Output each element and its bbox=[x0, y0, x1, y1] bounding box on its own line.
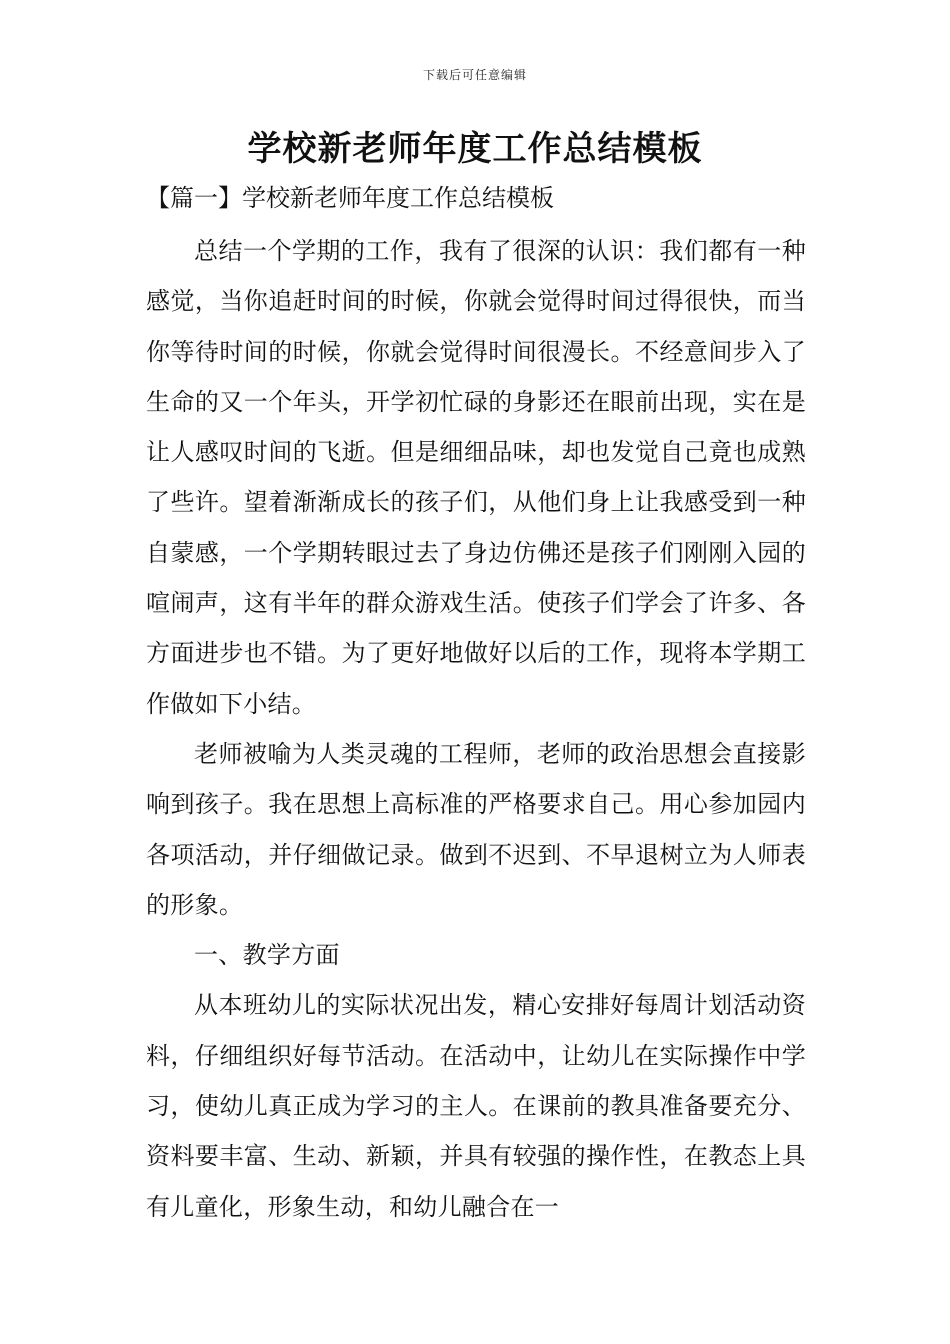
paragraph-teacher-role: 老师被喻为人类灵魂的工程师，老师的政治思想会直接影响到孩子。我在思想上高标准的严格要求自己。用心参加园内各项活动，并仔细做记录。做到不迟到、不早退树立为人师表的形象。 bbox=[146, 739, 806, 919]
section-heading: 【篇一】学校新老师年度工作总结模板 bbox=[146, 184, 554, 212]
document-body bbox=[146, 226, 806, 1232]
header-note: 下载后可任意编辑 bbox=[422, 68, 527, 82]
document-title: 学校新老师年度工作总结模板 bbox=[247, 129, 703, 169]
subheading-teaching: 一、教学方面 bbox=[194, 941, 340, 970]
paragraph-intro: 总结一个学期的工作，我有了很深的认识：我们都有一种感觉，当你追赶时间的时候，你就会觉得时间过得很快，而当你等待时间的时候，你就会觉得时间很漫长。不经意间步入了生命的又一个年头，开学初忙碌的身影还在眼前出现，实在是让人感叹时间的飞逝。但是细细品味，却也发觉自己竟也成熟了些许。望着渐渐成长的孩子们，从他们身上让我感受到一种自蒙感，一个学期转眼过去了身边仿佛还是孩子们刚刚入园的喧闹声，这有半年的群众游戏生活。使孩子们学会了许多、各方面进步也不错。为了更好地做好以后的工作，现将本学期工作做如下小结。 bbox=[146, 237, 806, 718]
paragraph-teaching: 从本班幼儿的实际状况出发，精心安排好每周计划活动资料，仔细组织好每节活动。在活动中，让幼儿在实际操作中学习，使幼儿真正成为学习的主人。在课前的教具准备要充分、资料要丰富、生动、新颖，并具有较强的操作性，在教态上具有儿童化，形象生动，和幼儿融合在一 bbox=[146, 991, 806, 1221]
